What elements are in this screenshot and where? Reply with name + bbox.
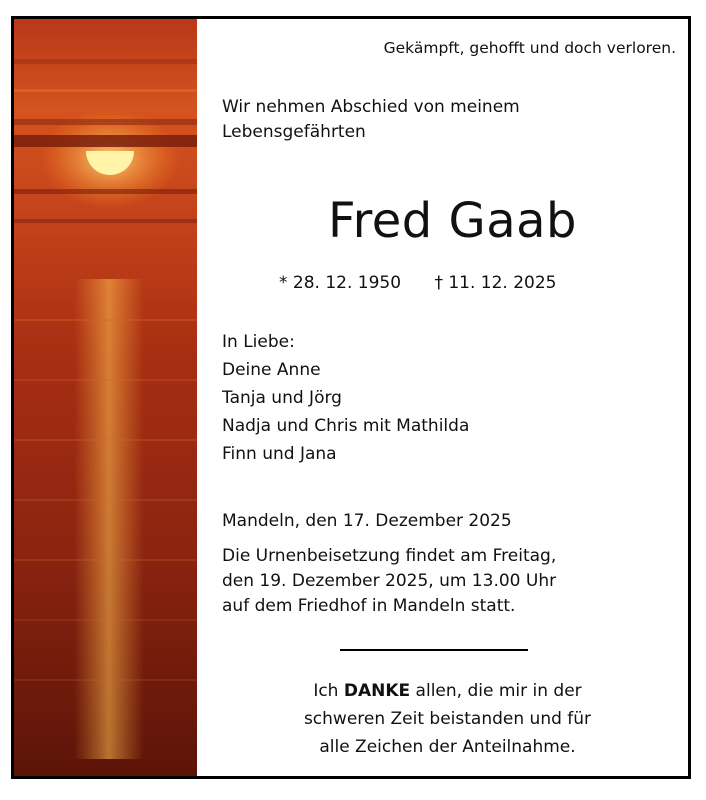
burial-line: den 19. Dezember 2025, um 13.00 Uhr [222,571,557,591]
death-date: † 11. 12. 2025 [434,273,557,293]
burial-line: Die Urnenbeisetzung findet am Freitag, [222,546,557,566]
obituary-card [11,16,691,779]
intro-line: Wir nehmen Abschied von meinem [222,97,520,117]
deceased-name: Fred Gaab [327,193,578,249]
life-dates [279,273,557,293]
mourner: Finn und Jana [222,444,337,464]
divider [340,649,528,651]
thanks-line: alle Zeichen der Anteilnahme. [319,737,576,757]
mourners-heading: In Liebe: [222,332,295,352]
burial-line: auf dem Friedhof in Mandeln statt. [222,596,516,616]
motto: Gekämpft, gehofft und doch verloren. [383,39,676,57]
text-column [197,19,688,776]
mourner: Tanja und Jörg [222,388,342,408]
intro-text [222,95,520,145]
thanks-line: schweren Zeit beistanden und für [303,709,592,729]
thanks-post: allen, die mir in der [410,681,582,701]
thanks-line [207,677,688,705]
mourner: Nadja und Chris mit Mathilda [222,416,470,436]
mourners [222,328,469,468]
intro-line: Lebensgefährten [222,122,366,142]
thanks-pre: Ich [313,681,344,701]
burial-notice [222,544,556,619]
place-and-date: Mandeln, den 17. Dezember 2025 [222,511,512,531]
thanks-emphasis: DANKE [343,681,411,701]
sunset-photo [14,19,197,776]
mourner: Deine Anne [222,360,321,380]
thanks-note [197,677,688,761]
birth-date: * 28. 12. 1950 [279,273,402,293]
